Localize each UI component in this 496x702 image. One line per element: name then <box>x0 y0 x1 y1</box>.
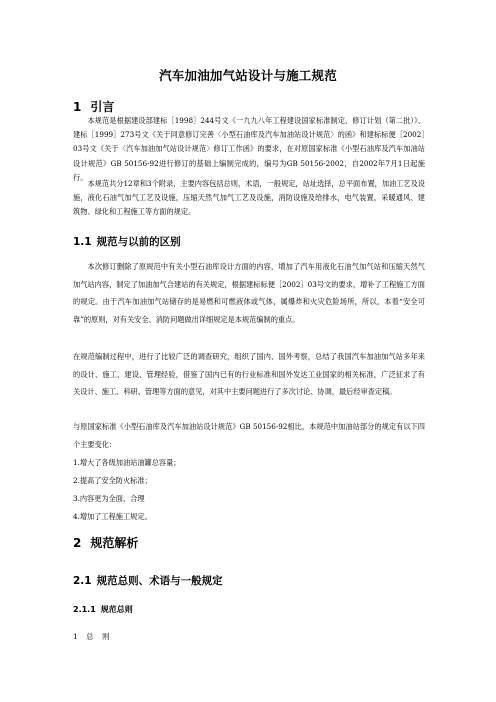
diff-paragraph-2: 在规范编制过程中，进行了比较广泛的调查研究，组织了国内、国外考察，总结了我国汽车加油加气站多年来的设计、施工、建设、管理经验，借鉴了国内已有的行业标准和国外发达工业国家的相关标准，广泛征求了有关设计、施工、科研、管理等方面的意见，对其中主要问题进行了多次讨论、协调，最后经审查定稿。 <box>73 352 425 397</box>
diff-paragraph-1: 本次修订删除了原规范中有关小型石油库设计方面的内容，增加了汽车用液化石油气加气站和压缩天然气加气站内容，制定了加油加气合建站的有关规定，根据建标标便［2002］03号文的要求，增补了工程施工方面的规定。由于汽车加油加气站储存的是易燃和可燃液体或气体，属爆炸和火灾危险场所，所以，本着“安全可靠”的原则，对有关安全、消防问题做出详细规定是本规范编制的重点。 <box>73 262 425 324</box>
section-heading-general-rules <box>73 604 133 615</box>
section-heading-diff <box>73 234 181 249</box>
section-title: 规范总则 <box>100 605 133 614</box>
section-title: 规范总则、术语与一般规定 <box>96 575 223 587</box>
section-title: 引言 <box>90 100 115 114</box>
section-number: 2 <box>73 536 82 550</box>
section-number: 2.1 <box>73 575 92 587</box>
change-item-1: 1.增大了各级加油站油罐总容量； <box>73 458 181 467</box>
section-number: 1.1 <box>73 236 92 248</box>
diff-paragraph-3: 与原国家标准《小型石油库及汽车加油站设计规范》GB 50156-92相比，本规范中加油站部分的规定有以下四个主要变化： <box>73 422 425 449</box>
section-title: 规范与以前的区别 <box>96 236 181 248</box>
section-title: 规范解析 <box>90 536 139 550</box>
intro-paragraph-1: 本规范是根据建设部建标［1998］244号文《一九九八年工程建设国家标准制定、修订计划（第二批）》、建标［1999］273号文《关于同意修订完善〈小型石油库及汽车加油站设计规范〉的函》和建标标便［2002］03号文《关于〈汽车加油加气站设计规范〉修订工作函》的要求，在对原国家标准《小型石油库及汽车加油站设计规范》GB 50156-92进行修订的基础上编制完成的，编号为GB 50156-2002，自2002年7月1日起施行。 <box>73 116 425 182</box>
document-title: 汽车加油加气站设计与施工规范 <box>159 68 337 83</box>
section-heading-analysis <box>73 534 138 551</box>
chapter-label: 1 总 则 <box>73 632 113 641</box>
section-number: 1 <box>73 100 82 114</box>
change-item-4: 4.增加了工程施工规定。 <box>73 512 152 521</box>
intro-paragraph-2: 本规范共分12章和3个附录，主要内容包括总则，术语，一般规定，站址选择，总平面布置，加油工艺及设施，液化石油气加气工艺及设施，压缩天然气加气工艺及设施，消防设施及给排水，电气装置，采暖通风、建筑物、绿化和工程施工等方面的规定。 <box>73 179 425 217</box>
change-item-3: 3.内容更为全面、合理 <box>73 494 145 503</box>
section-heading-intro <box>73 98 114 115</box>
section-number: 2.1.1 <box>73 605 96 614</box>
section-heading-general <box>73 573 223 588</box>
change-item-2: 2.提高了安全防火标准； <box>73 476 152 485</box>
